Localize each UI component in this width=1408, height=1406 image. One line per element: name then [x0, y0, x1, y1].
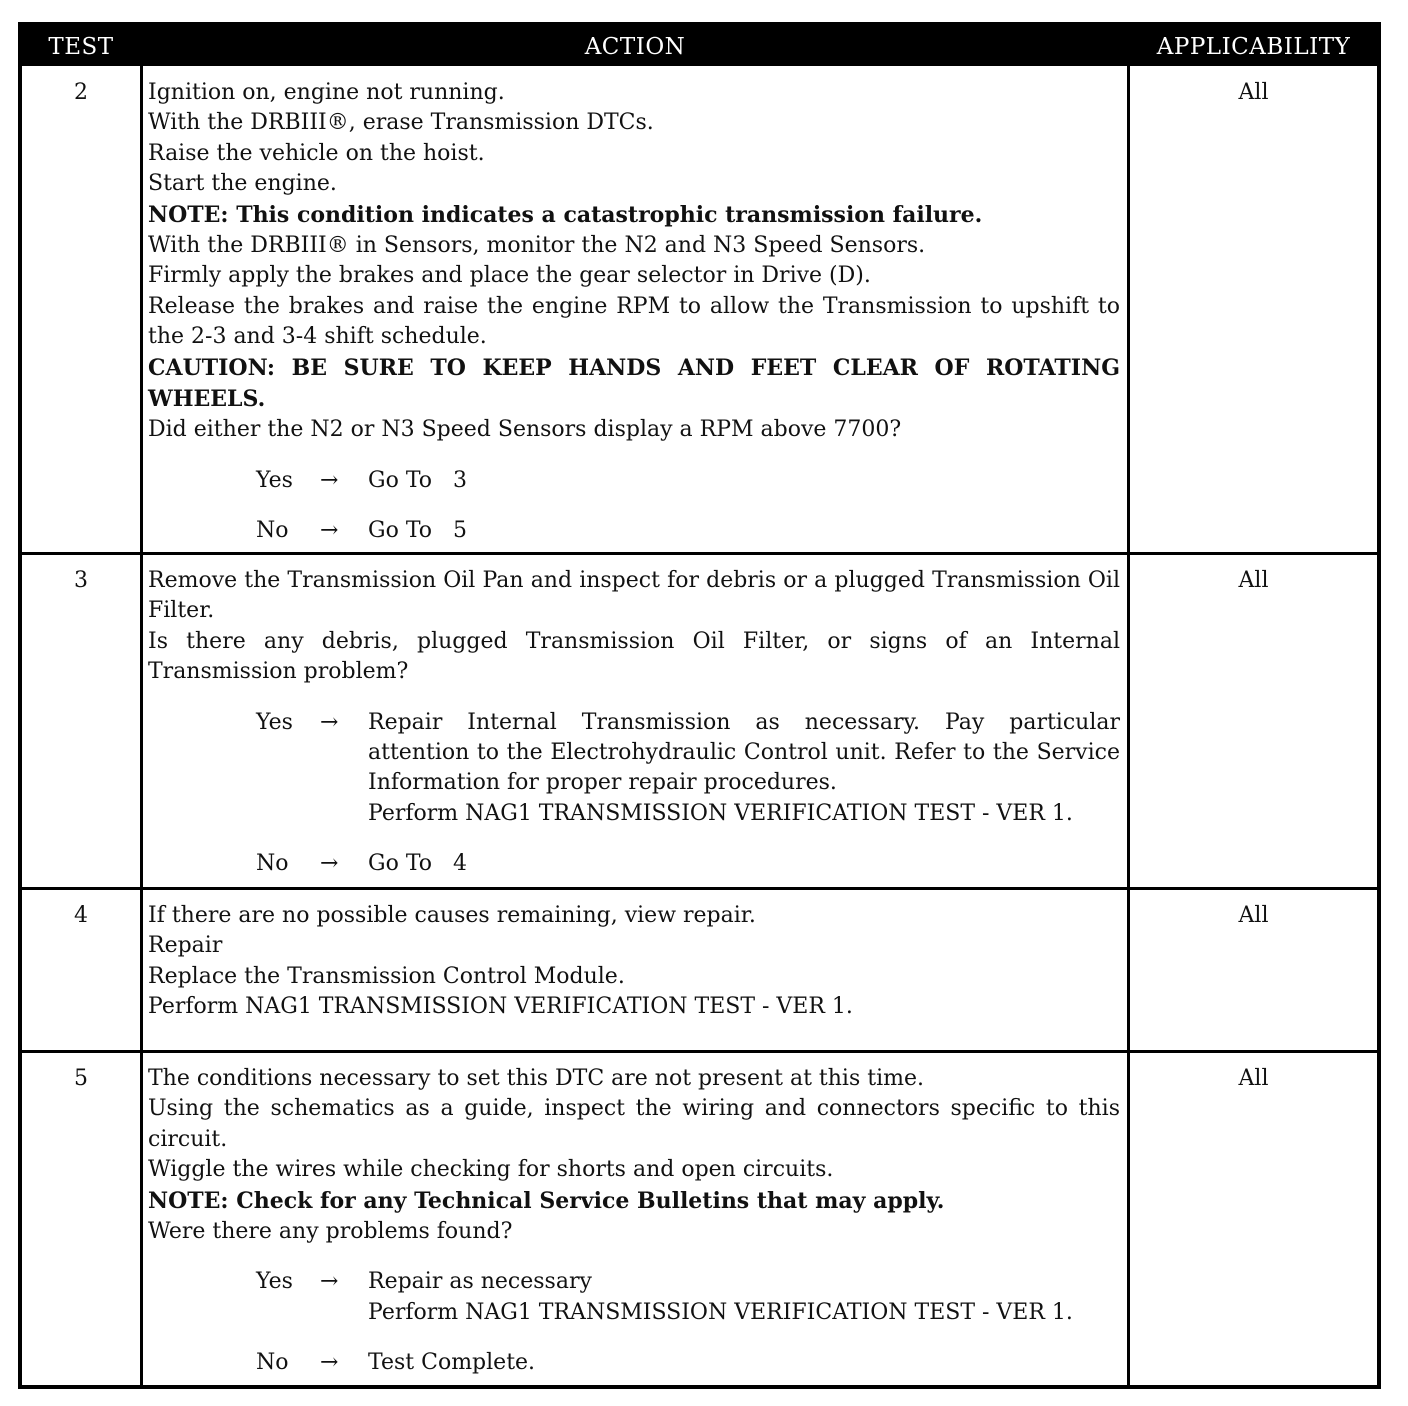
action-line: The conditions necessary to set this DTC are not present at this time. [148, 1066, 924, 1091]
question-line: Were there any problems found? [148, 1219, 513, 1245]
action-line: Release the brakes and raise the engine RPM to allow the Transmission to upshift to the 2-3 and 3-4 shift schedule. [148, 293, 1120, 350]
no-label: No [256, 851, 289, 877]
arrow-right-icon: → [320, 467, 339, 493]
arrow-right-icon: → [320, 709, 339, 735]
result-no [148, 516, 1120, 546]
diagnostic-table [18, 22, 1381, 1389]
column-divider [140, 66, 143, 1385]
action-test-4 [148, 901, 1120, 1023]
repair-label: Repair [148, 933, 223, 959]
test-number: 4 [74, 903, 88, 928]
applicability-value: All [1238, 80, 1269, 105]
result-yes [148, 708, 1120, 830]
no-label: No [256, 518, 289, 544]
applicability-value: All [1238, 903, 1269, 928]
arrow-right-icon: → [320, 1350, 339, 1376]
action-test-5 [148, 1064, 1120, 1379]
header-test: TEST [48, 34, 114, 60]
action-line: If there are no possible causes remaining, view repair. [148, 903, 756, 928]
header-applicability: APPLICABILITY [1156, 34, 1351, 60]
test-number: 2 [74, 80, 88, 105]
question-line: Is there any debris, plugged Transmission Oil Filter, or signs of an Internal Transmission problem? [148, 628, 1120, 685]
result-yes [148, 466, 1120, 496]
caution-line: CAUTION: BE SURE TO KEEP HANDS AND FEET CLEAR OF ROTATING WHEELS. [148, 354, 1120, 413]
goto-link[interactable]: Go To 3 [368, 467, 468, 493]
no-instructions: Test Complete. [368, 1350, 536, 1376]
result-no [148, 849, 1120, 879]
applicability-value: All [1238, 568, 1269, 593]
column-divider [1127, 66, 1130, 1385]
action-line: Remove the Transmission Oil Pan and inspect for debris or a plugged Transmission Oil Filter. [148, 568, 1120, 624]
arrow-right-icon: → [320, 1269, 339, 1295]
action-line: Ignition on, engine not running. [148, 80, 505, 105]
goto-link[interactable]: Go To 4 [368, 851, 468, 877]
arrow-right-icon: → [320, 851, 339, 877]
row-divider [22, 1050, 1377, 1053]
yes-instructions: Repair Internal Transmission as necessary. Pay particular attention to the Electrohydraulic Control unit. Refer to the Service Information for proper repair procedures. Perform NAG1 TRANSMISSION VERIFICATION TEST - VER 1. [368, 709, 1120, 826]
action-line: Wiggle the wires while checking for shorts and open circuits. [148, 1157, 834, 1183]
goto-link[interactable]: Go To 5 [368, 518, 468, 544]
action-line: Using the schematics as a guide, inspect the wiring and connectors specific to this circuit. [148, 1096, 1120, 1152]
yes-instructions: Repair as necessary Perform NAG1 TRANSMISSION VERIFICATION TEST - VER 1. [368, 1269, 1073, 1325]
note-line: NOTE: This condition indicates a catastrophic transmission failure. [148, 201, 983, 228]
applicability-value: All [1238, 1066, 1269, 1091]
yes-label: Yes [256, 467, 293, 493]
result-no [148, 1348, 1120, 1378]
yes-label: Yes [256, 709, 293, 735]
note-line: NOTE: Check for any Technical Service Bulletins that may apply. [148, 1187, 945, 1214]
test-number: 5 [74, 1066, 88, 1091]
action-line: With the DRBIII®, erase Transmission DTCs. [148, 110, 654, 136]
no-label: No [256, 1350, 289, 1376]
repair-step: Replace the Transmission Control Module. [148, 963, 625, 989]
row-divider [22, 887, 1377, 890]
action-line: Raise the vehicle on the hoist. [148, 140, 485, 166]
action-line: Firmly apply the brakes and place the gear selector in Drive (D). [148, 263, 871, 289]
result-yes [148, 1267, 1120, 1328]
action-test-3 [148, 566, 1120, 880]
table-header [22, 26, 1377, 66]
action-line: Start the engine. [148, 171, 337, 197]
yes-label: Yes [256, 1269, 293, 1295]
question-line: Did either the N2 or N3 Speed Sensors display a RPM above 7700? [148, 417, 902, 443]
action-line: With the DRBIII® in Sensors, monitor the N2 and N3 Speed Sensors. [148, 233, 926, 259]
header-action: ACTION [584, 34, 686, 60]
test-number: 3 [74, 568, 88, 593]
action-test-2 [148, 78, 1120, 547]
arrow-right-icon: → [320, 518, 339, 544]
row-divider [22, 552, 1377, 555]
repair-step: Perform NAG1 TRANSMISSION VERIFICATION TEST - VER 1. [148, 994, 853, 1020]
